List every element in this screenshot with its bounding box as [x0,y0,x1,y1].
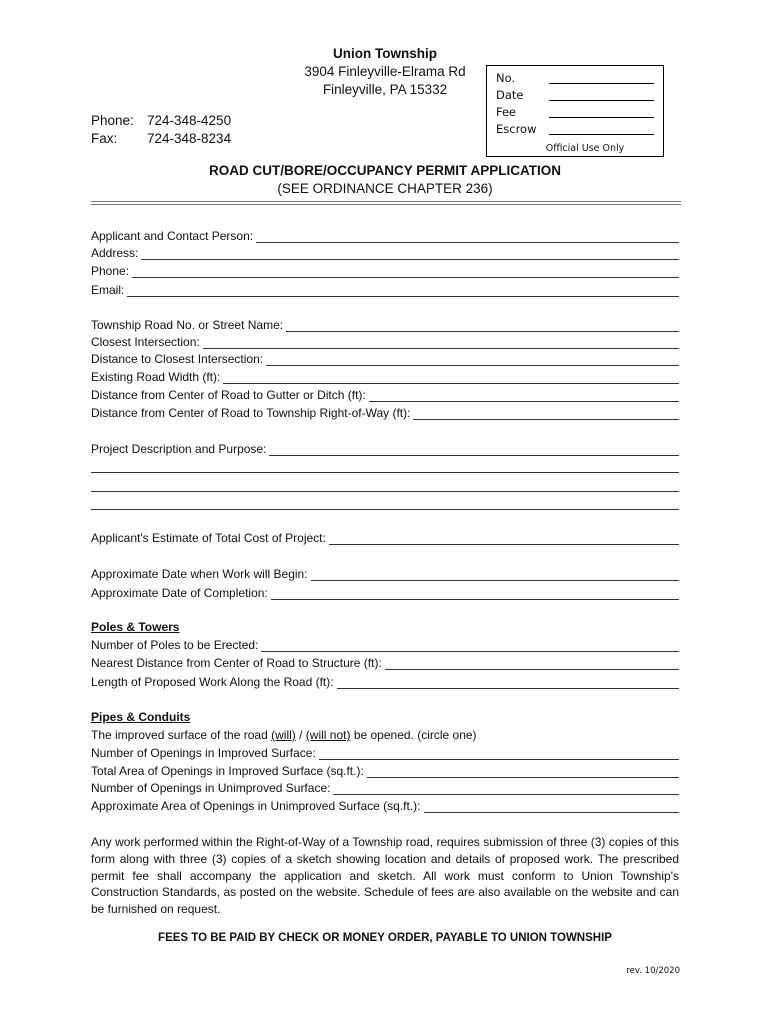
applicant-phone-field[interactable] [132,266,679,278]
openings-unimproved-row[interactable] [91,781,679,795]
project-cost-label: Applicant's Estimate of Total Cost of Project: [91,531,326,545]
nearest-distance-row[interactable] [91,656,679,670]
office-escrow-field[interactable] [549,122,654,135]
openings-unimproved-field[interactable] [333,783,679,795]
road-width-field[interactable] [223,372,679,384]
openings-unimproved-label: Number of Openings in Unimproved Surface: [91,781,331,795]
area-unimproved-field[interactable] [424,801,680,813]
poles-number-field[interactable] [261,640,679,652]
area-improved-field[interactable] [367,766,679,778]
contact-block [91,112,231,148]
form-title [0,162,770,198]
openings-improved-label: Number of Openings in Improved Surface: [91,746,316,760]
project-description-line-4[interactable] [91,509,679,510]
applicant-contact-field[interactable] [256,231,679,243]
project-description-field[interactable] [269,444,679,456]
project-cost-row[interactable] [91,531,679,545]
submission-notice: Any work performed within the Right-of-Way of a Township road, requires submission of three (3) copies of this form along with three (3) copies of a sketch showing location and details of proposed work. The prescribed permit fee shall accompany the application and sketch. All work must conform to Union Township's Construction Standards, as posted on the website. Schedule of fees are also available on the website and can be furnished on request. [91,835,679,917]
openings-improved-field[interactable] [319,748,679,760]
distance-gutter-label: Distance from Center of Road to Gutter or Ditch (ft): [91,388,366,402]
address-label: Address: [91,246,139,260]
address-line-1: 3904 Finleyville-Elrama Rd [304,64,466,79]
road-width-label: Existing Road Width (ft): [91,370,221,384]
email-row[interactable] [91,283,679,297]
address-line-2: Finleyville, PA 15332 [322,82,448,97]
email-label: Email: [91,283,125,297]
applicant-phone-label: Phone: [91,264,130,278]
fees-notice: FEES TO BE PAID BY CHECK OR MONEY ORDER, PAYABLE TO UNION TOWNSHIP [158,932,612,944]
distance-right-of-way-field[interactable] [413,408,679,420]
will-not-option[interactable]: (will not) [305,728,351,742]
completion-date-label: Approximate Date of Completion: [91,586,268,600]
nearest-distance-field[interactable] [385,658,679,670]
area-improved-label: Total Area of Openings in Improved Surface (sq.ft.): [91,764,364,778]
office-no-label: No. [496,71,516,85]
poles-number-label: Number of Poles to be Erected: [91,638,259,652]
start-date-label: Approximate Date when Work will Begin: [91,567,308,581]
form-title-sub: (SEE ORDINANCE CHAPTER 236) [277,181,493,196]
phone-number: 724-348-4250 [147,113,232,128]
project-description-line-2[interactable] [91,472,679,473]
road-width-row[interactable] [91,370,679,384]
title-divider [91,201,681,202]
project-description-line-3[interactable] [91,491,679,492]
closest-intersection-row[interactable] [91,335,679,349]
project-cost-field[interactable] [329,533,679,545]
closest-intersection-field[interactable] [203,337,679,349]
will-option[interactable]: (will) [271,728,296,742]
surface-prefix: The improved surface of the road [91,728,268,742]
email-field[interactable] [127,285,679,297]
distance-intersection-label: Distance to Closest Intersection: [91,352,264,366]
surface-opened-statement [91,728,477,742]
option-separator: / [299,728,303,742]
township-address-block [280,45,490,99]
office-escrow-label: Escrow [496,122,537,136]
completion-date-field[interactable] [271,588,679,600]
area-unimproved-label: Approximate Area of Openings in Unimproved Surface (sq.ft.): [91,799,421,813]
completion-date-row[interactable] [91,586,679,600]
office-date-label: Date [496,88,524,102]
office-date-field[interactable] [549,88,654,101]
fax-label: Fax: [91,131,118,146]
work-length-row[interactable] [91,675,679,689]
distance-row-row[interactable] [91,406,679,420]
distance-intersection-field[interactable] [266,354,679,366]
office-fee-field[interactable] [549,105,654,118]
road-name-field[interactable] [286,320,679,332]
road-name-row[interactable] [91,318,679,332]
office-fee-label: Fee [496,105,517,119]
surface-suffix: be opened. (circle one) [353,728,477,742]
nearest-distance-label: Nearest Distance from Center of Road to Structure (ft): [91,656,382,670]
revision-date: rev. 10/2020 [626,966,680,976]
area-unimproved-row[interactable] [91,799,679,813]
distance-gutter-row[interactable] [91,388,679,402]
start-date-field[interactable] [311,569,679,581]
poles-number-row[interactable] [91,638,679,652]
area-improved-row[interactable] [91,764,679,778]
title-divider-second [91,204,681,205]
form-title-main: ROAD CUT/BORE/OCCUPANCY PERMIT APPLICATION [208,163,561,178]
start-date-row[interactable] [91,567,679,581]
distance-right-of-way-label: Distance from Center of Road to Township Right-of-Way (ft): [91,406,411,420]
address-field[interactable] [141,248,679,260]
official-use-caption: Official Use Only [545,143,625,154]
distance-intersection-row[interactable] [91,352,679,366]
fax-number: 724-348-8234 [147,131,232,146]
openings-improved-row[interactable] [91,746,679,760]
work-length-field[interactable] [337,677,679,689]
office-no-field[interactable] [549,71,654,84]
distance-gutter-field[interactable] [369,390,679,402]
project-description-label: Project Description and Purpose: [91,442,267,456]
work-length-label: Length of Proposed Work Along the Road (ft): [91,675,334,689]
township-name: Union Township [333,46,437,61]
phone-label: Phone: [91,113,134,128]
phone-row[interactable] [91,264,679,278]
closest-intersection-label: Closest Intersection: [91,335,200,349]
poles-towers-heading: Poles & Towers [91,620,180,634]
road-name-label: Township Road No. or Street Name: [91,318,284,332]
official-use-box [486,65,664,157]
applicant-contact-label: Applicant and Contact Person: [91,229,254,243]
address-row[interactable] [91,246,679,260]
pipes-conduits-heading: Pipes & Conduits [91,710,191,724]
project-description-row[interactable] [91,442,679,456]
applicant-contact-row[interactable] [91,229,679,243]
